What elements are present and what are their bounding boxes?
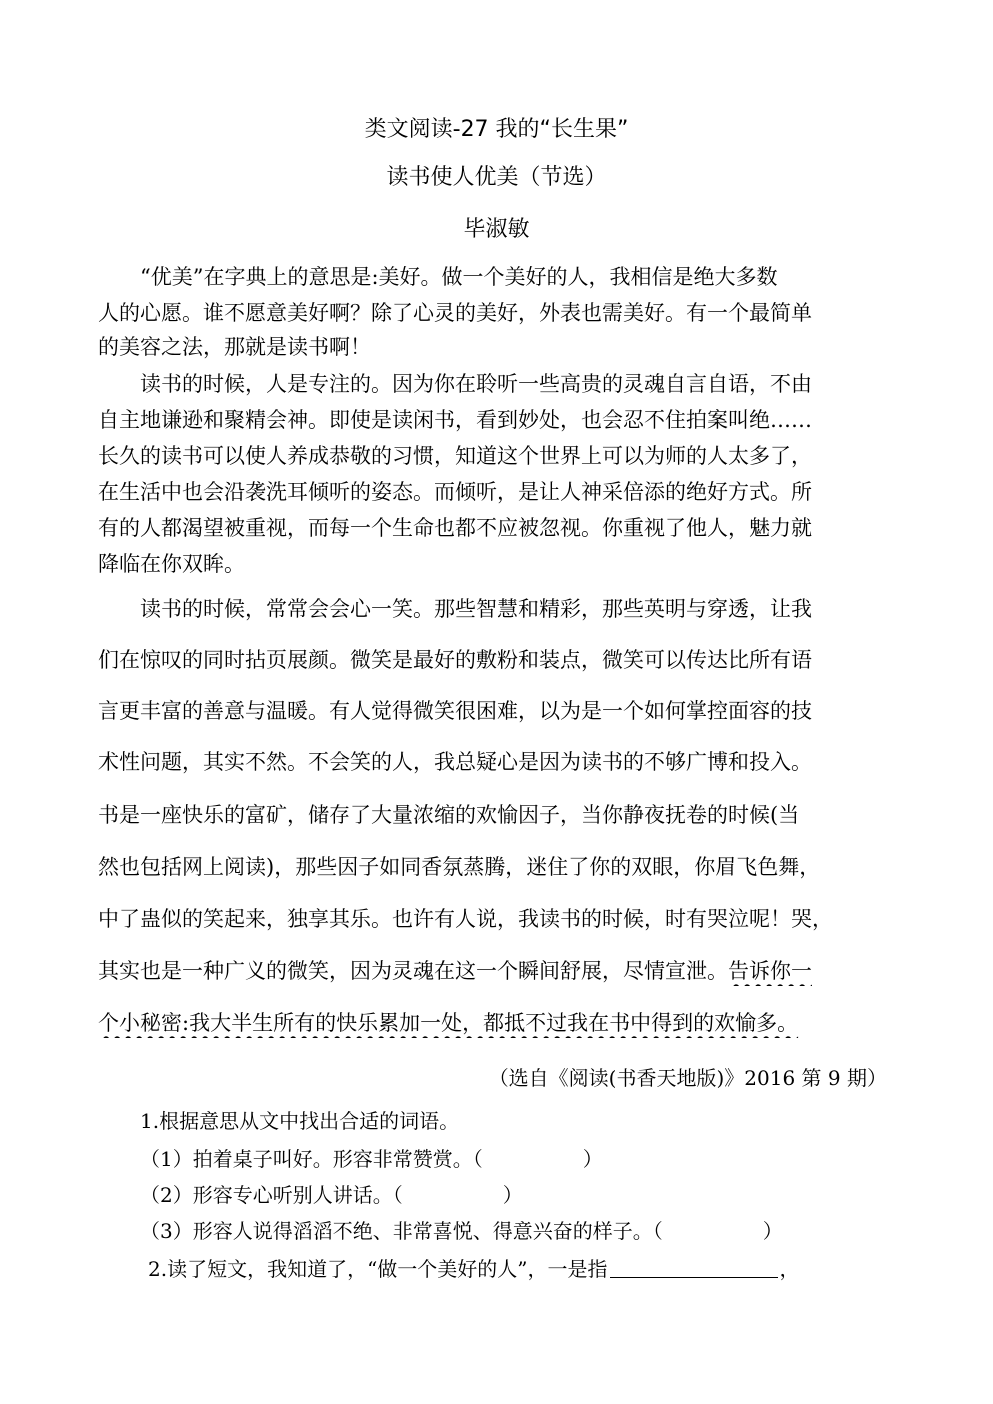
- answer-blank[interactable]: [610, 1257, 778, 1278]
- article-line: 中了蛊似的笑起来，独享其乐。也许有人说，我读书的时候，时有哭泣呢！哭，: [98, 907, 833, 931]
- article-line: 们在惊叹的同时拈页展颜。微笑是最好的敷粉和装点，微笑可以传达比所有语: [98, 648, 812, 672]
- article-line: 在生活中也会沿袭洗耳倾听的姿态。而倾听，是让人神采倍添的绝好方式。所: [98, 480, 812, 504]
- article-line: “优美”在字典上的意思是:美好。做一个美好的人，我相信是绝大多数: [98, 265, 778, 289]
- article-line: 读书的时候，人是专注的。因为你在聆听一些高贵的灵魂自言自语，不由: [98, 372, 812, 396]
- article-line: 读书的时候，常常会会心一笑。那些智慧和精彩，那些英明与穿透，让我: [98, 597, 812, 621]
- source-citation: （选自《阅读(书香天地版)》2016 第 9 期）: [488, 1066, 887, 1090]
- article-line: 的美容之法，那就是读书啊！: [98, 335, 371, 359]
- article-line: 有的人都渴望被重视，而每一个生命也都不应被忽视。你重视了他人，魅力就: [98, 516, 812, 540]
- article-line: 长久的读书可以使人养成恭敬的习惯，知道这个世界上可以为师的人太多了，: [98, 444, 812, 468]
- underlined-sentence-start: 告诉你一: [728, 959, 812, 983]
- article-line: 人的心愿。谁不愿意美好啊？除了心灵的美好，外表也需美好。有一个最简单: [98, 301, 812, 325]
- author-name: 毕淑敏: [463, 217, 530, 242]
- question-1-item-2: （2）形容专心听别人讲话。（ ）: [140, 1183, 523, 1207]
- article-line: 书是一座快乐的富矿，储存了大量浓缩的欢愉因子，当你静夜抚卷的时候(当: [98, 803, 800, 827]
- page-title: 类文阅读-27 我的“长生果”: [364, 117, 629, 142]
- article-line: 自主地谦逊和聚精会神。即使是读闲书，看到妙处，也会忍不住拍案叫绝……: [98, 408, 812, 432]
- article-title: 读书使人优美（节选）: [386, 165, 607, 190]
- underlined-sentence-end: 个小秘密:我大半生所有的快乐累加一处，都抵不过我在书中得到的欢愉多。: [98, 1011, 799, 1035]
- article-line: 降临在你双眸。: [98, 552, 245, 576]
- question-1-item-3: （3）形容人说得滔滔不绝、非常喜悦、得意兴奋的样子。（ ）: [140, 1219, 783, 1243]
- question-1: 1.根据意思从文中找出合适的词语。: [140, 1109, 460, 1133]
- article-line: 然也包括网上阅读)，那些因子如同香氛蒸腾，迷住了你的双眼，你眉飞色舞，: [98, 855, 821, 879]
- article-line: 言更丰富的善意与温暖。有人觉得微笑很困难，以为是一个如何掌控面容的技: [98, 699, 812, 723]
- article-line: [98, 1008, 898, 1038]
- article-line: 术性问题，其实不然。不会笑的人，我总疑心是因为读书的不够广博和投入。: [98, 750, 812, 774]
- question-1-item-1: （1）拍着桌子叫好。形容非常赞赏。（ ）: [140, 1147, 603, 1171]
- article-line: 其实也是一种广义的微笑，因为灵魂在这一个瞬间舒展，尽情宣泄。告诉你一: [98, 959, 812, 983]
- question-2: 2.读了短文，我知道了，“做一个美好的人”，一是指 ，: [148, 1257, 800, 1281]
